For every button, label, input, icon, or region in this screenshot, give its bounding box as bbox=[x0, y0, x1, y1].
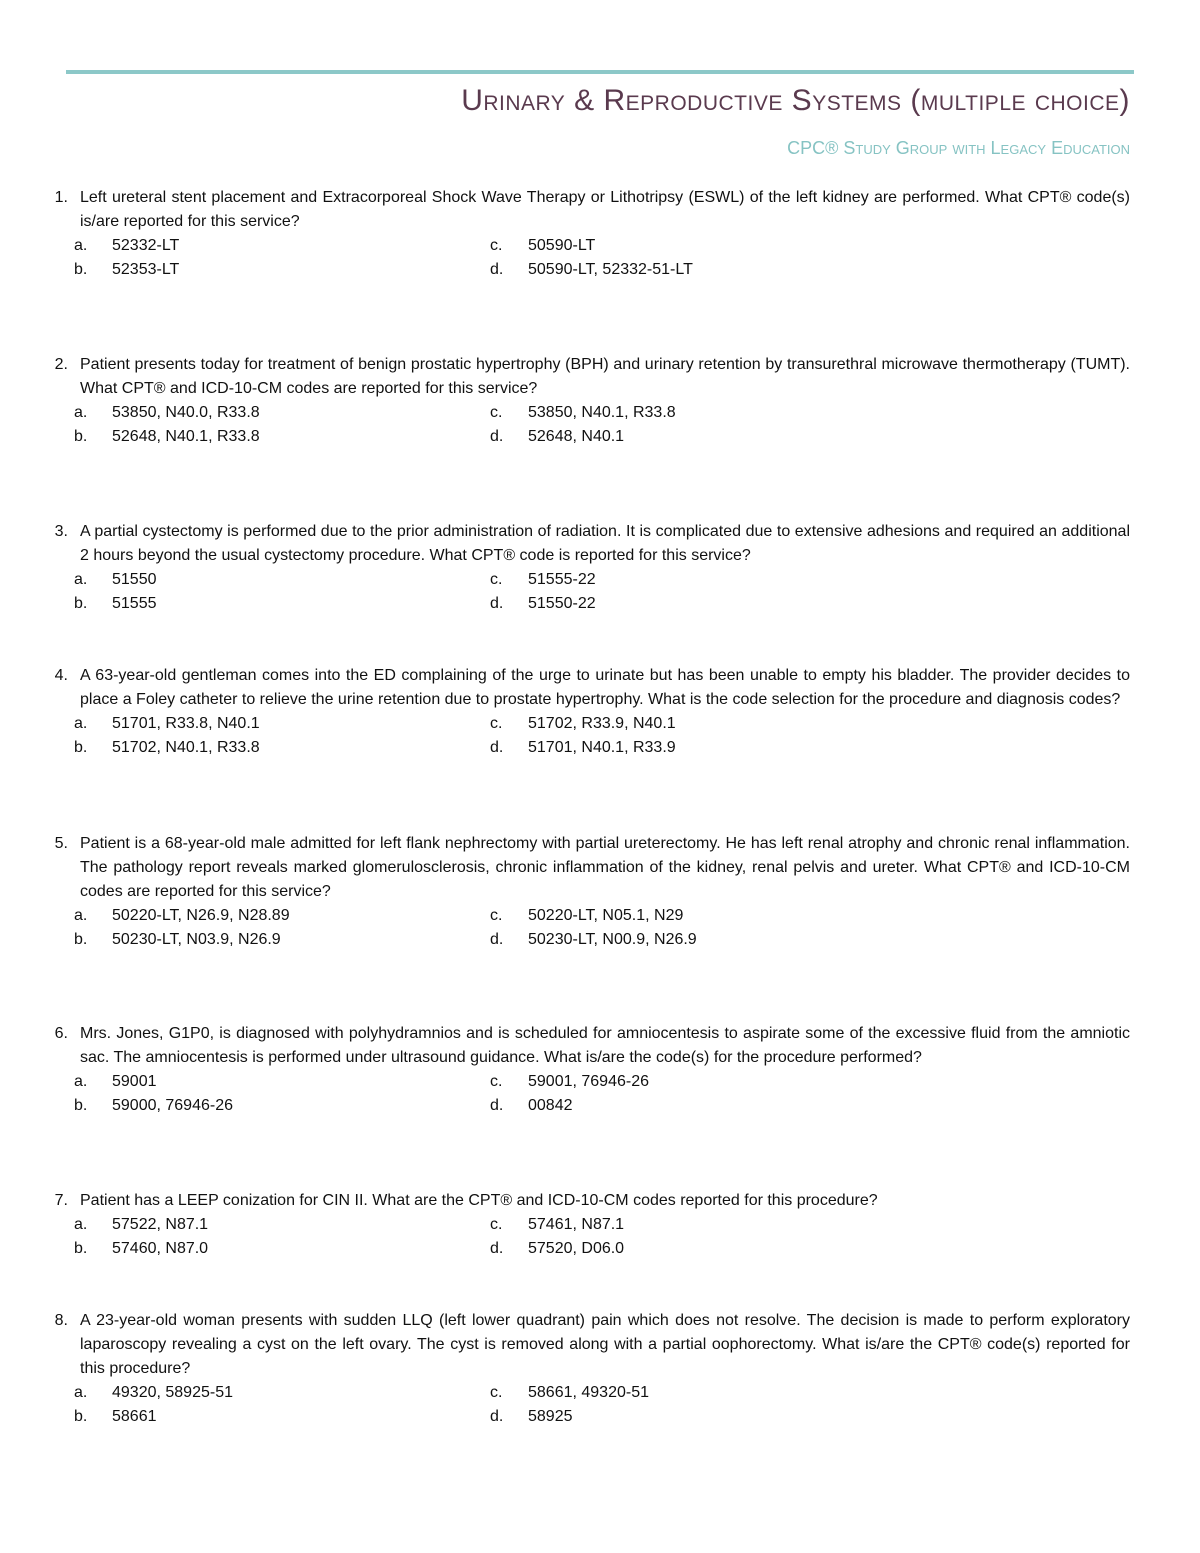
option-text: 51550-22 bbox=[528, 595, 596, 612]
option-text: 59001 bbox=[112, 1073, 157, 1090]
option-text: 58925 bbox=[528, 1408, 573, 1425]
option-text: 58661, 49320-51 bbox=[528, 1384, 649, 1401]
question-text: Patient presents today for treatment of benign prostatic hypertrophy (BPH) and urinary retention by transurethral microwave thermotherapy (TUMT). What CPT® and ICD-10-CM codes are reported for this service? bbox=[80, 356, 1130, 397]
option-text: 57522, N87.1 bbox=[112, 1216, 209, 1233]
option-letter: b. bbox=[74, 428, 88, 445]
option-letter: b. bbox=[74, 1097, 88, 1114]
option-letter: c. bbox=[490, 907, 503, 924]
answer-options bbox=[74, 712, 1130, 760]
option-text: 50590-LT bbox=[528, 237, 596, 254]
option-text: 51701, R33.8, N40.1 bbox=[112, 715, 260, 732]
option-b bbox=[74, 928, 490, 952]
answer-options bbox=[74, 1381, 1130, 1429]
option-text: 49320, 58925-51 bbox=[112, 1384, 233, 1401]
option-d bbox=[490, 258, 890, 282]
option-text: 59000, 76946-26 bbox=[112, 1097, 233, 1114]
option-c bbox=[490, 568, 890, 592]
question-text: Left ureteral stent placement and Extracorporeal Shock Wave Therapy or Lithotripsy (ESWL) of the left kidney are performed. What CPT® code(s) is/are reported for this service? bbox=[80, 189, 1130, 230]
option-letter: d. bbox=[490, 1408, 504, 1425]
option-text: 51701, N40.1, R33.9 bbox=[528, 739, 676, 756]
option-c bbox=[490, 1070, 890, 1094]
question-number: 1. bbox=[54, 189, 68, 206]
option-letter: c. bbox=[490, 715, 503, 732]
question-number: 5. bbox=[54, 835, 68, 852]
question-text: Patient has a LEEP conization for CIN II. What are the CPT® and ICD-10-CM codes reported for this procedure? bbox=[80, 1192, 878, 1209]
option-letter: a. bbox=[74, 237, 88, 254]
option-text: 52648, N40.1, R33.8 bbox=[112, 428, 260, 445]
option-letter: a. bbox=[74, 1073, 88, 1090]
question-7 bbox=[42, 1189, 1130, 1309]
option-letter: d. bbox=[490, 931, 504, 948]
option-a bbox=[74, 1381, 490, 1405]
option-letter: d. bbox=[490, 595, 504, 612]
answer-options bbox=[74, 1070, 1130, 1118]
option-letter: a. bbox=[74, 404, 88, 421]
option-c bbox=[490, 1381, 890, 1405]
header-rule bbox=[66, 70, 1134, 74]
option-letter: d. bbox=[490, 739, 504, 756]
option-text: 52332-LT bbox=[112, 237, 180, 254]
option-text: 59001, 76946-26 bbox=[528, 1073, 649, 1090]
option-letter: c. bbox=[490, 404, 503, 421]
option-a bbox=[74, 401, 490, 425]
answer-options bbox=[74, 401, 1130, 449]
option-text: 53850, N40.1, R33.8 bbox=[528, 404, 676, 421]
option-text: 51702, R33.9, N40.1 bbox=[528, 715, 676, 732]
answer-options bbox=[74, 904, 1130, 952]
option-text: 52353-LT bbox=[112, 261, 180, 278]
option-d bbox=[490, 425, 890, 449]
option-letter: b. bbox=[74, 739, 88, 756]
option-d bbox=[490, 736, 890, 760]
question-number: 2. bbox=[54, 356, 68, 373]
option-d bbox=[490, 1094, 890, 1118]
option-text: 50590-LT, 52332-51-LT bbox=[528, 261, 693, 278]
option-text: 57460, N87.0 bbox=[112, 1240, 209, 1257]
question-number: 3. bbox=[54, 523, 68, 540]
option-c bbox=[490, 1213, 890, 1237]
option-text: 51550 bbox=[112, 571, 157, 588]
option-letter: d. bbox=[490, 428, 504, 445]
option-letter: b. bbox=[74, 1408, 88, 1425]
option-d bbox=[490, 592, 890, 616]
answer-options bbox=[74, 234, 1130, 282]
question-2 bbox=[42, 353, 1130, 520]
option-letter: a. bbox=[74, 571, 88, 588]
option-letter: b. bbox=[74, 931, 88, 948]
option-letter: a. bbox=[74, 907, 88, 924]
option-b bbox=[74, 258, 490, 282]
option-letter: b. bbox=[74, 261, 88, 278]
option-a bbox=[74, 1213, 490, 1237]
option-text: 57461, N87.1 bbox=[528, 1216, 625, 1233]
option-text: 50220-LT, N26.9, N28.89 bbox=[112, 907, 290, 924]
option-letter: a. bbox=[74, 1384, 88, 1401]
option-letter: d. bbox=[490, 1097, 504, 1114]
question-text: A 23-year-old woman presents with sudden LLQ (left lower quadrant) pain which does not resolve. The decision is made to perform exploratory laparoscopy revealing a cyst on the left ovary. The cyst is removed along with a partial oophorectomy. What is/are the CPT® code(s) reported for this procedure? bbox=[80, 1312, 1130, 1377]
option-letter: b. bbox=[74, 595, 88, 612]
option-c bbox=[490, 904, 890, 928]
option-letter: d. bbox=[490, 261, 504, 278]
option-letter: c. bbox=[490, 1384, 503, 1401]
question-number: 4. bbox=[54, 667, 68, 684]
option-letter: c. bbox=[490, 571, 503, 588]
question-6 bbox=[42, 1022, 1130, 1189]
option-c bbox=[490, 712, 890, 736]
option-text: 53850, N40.0, R33.8 bbox=[112, 404, 260, 421]
option-text: 50230-LT, N00.9, N26.9 bbox=[528, 931, 697, 948]
option-b bbox=[74, 1405, 490, 1429]
option-b bbox=[74, 425, 490, 449]
option-letter: a. bbox=[74, 715, 88, 732]
option-d bbox=[490, 1237, 890, 1261]
question-4 bbox=[42, 664, 1130, 832]
option-text: 57520, D06.0 bbox=[528, 1240, 625, 1257]
option-a bbox=[74, 712, 490, 736]
question-1 bbox=[42, 186, 1130, 353]
question-3 bbox=[42, 520, 1130, 664]
option-d bbox=[490, 928, 890, 952]
option-b bbox=[74, 1094, 490, 1118]
option-text: 51555-22 bbox=[528, 571, 596, 588]
option-letter: c. bbox=[490, 1216, 503, 1233]
option-text: 50230-LT, N03.9, N26.9 bbox=[112, 931, 281, 948]
option-letter: c. bbox=[490, 237, 503, 254]
option-a bbox=[74, 1070, 490, 1094]
option-text: 58661 bbox=[112, 1408, 157, 1425]
option-c bbox=[490, 401, 890, 425]
option-letter: b. bbox=[74, 1240, 88, 1257]
option-letter: c. bbox=[490, 1073, 503, 1090]
option-letter: d. bbox=[490, 1240, 504, 1257]
question-text: A partial cystectomy is performed due to the prior administration of radiation. It is complicated due to extensive adhesions and required an additional 2 hours beyond the usual cystectomy procedure. What CPT® code is reported for this service? bbox=[80, 523, 1130, 564]
question-text: Patient is a 68-year-old male admitted for left flank nephrectomy with partial ureterectomy. He has left renal atrophy and chronic renal inflammation. The pathology report reveals marked glomerulosclerosis, chronic inflammation of the kidney, renal pelvis and ureter. What CPT® and ICD-10-CM codes are reported for this service? bbox=[80, 835, 1130, 900]
question-8 bbox=[42, 1309, 1130, 1449]
option-text: 51702, N40.1, R33.8 bbox=[112, 739, 260, 756]
question-text: Mrs. Jones, G1P0, is diagnosed with polyhydramnios and is scheduled for amniocentesis to aspirate some of the excessive fluid from the amniotic sac. The amniocentesis is performed under ultrasound guidance. What is/are the code(s) for the procedure performed? bbox=[80, 1025, 1130, 1066]
option-text: 51555 bbox=[112, 595, 157, 612]
question-number: 7. bbox=[54, 1192, 68, 1209]
option-text: 50220-LT, N05.1, N29 bbox=[528, 907, 684, 924]
question-5 bbox=[42, 832, 1130, 1022]
option-a bbox=[74, 904, 490, 928]
answer-options bbox=[74, 568, 1130, 616]
question-list bbox=[42, 186, 1130, 1449]
option-text: 00842 bbox=[528, 1097, 573, 1114]
option-a bbox=[74, 568, 490, 592]
question-text: A 63-year-old gentleman comes into the ED complaining of the urge to urinate but has been unable to empty his bladder. The provider decides to place a Foley catheter to relieve the urine retention due to prostate hypertrophy. What is the code selection for the procedure and diagnosis codes? bbox=[80, 667, 1130, 708]
option-d bbox=[490, 1405, 890, 1429]
option-b bbox=[74, 736, 490, 760]
question-number: 8. bbox=[54, 1312, 68, 1329]
page-title: Urinary & Reproductive Systems (multiple choice) bbox=[461, 84, 1130, 117]
option-text: 52648, N40.1 bbox=[528, 428, 625, 445]
question-number: 6. bbox=[54, 1025, 68, 1042]
option-b bbox=[74, 1237, 490, 1261]
option-b bbox=[74, 592, 490, 616]
option-c bbox=[490, 234, 890, 258]
page-subtitle: CPC® Study Group with Legacy Education bbox=[787, 138, 1130, 158]
option-a bbox=[74, 234, 490, 258]
option-letter: a. bbox=[74, 1216, 88, 1233]
answer-options bbox=[74, 1213, 1130, 1261]
